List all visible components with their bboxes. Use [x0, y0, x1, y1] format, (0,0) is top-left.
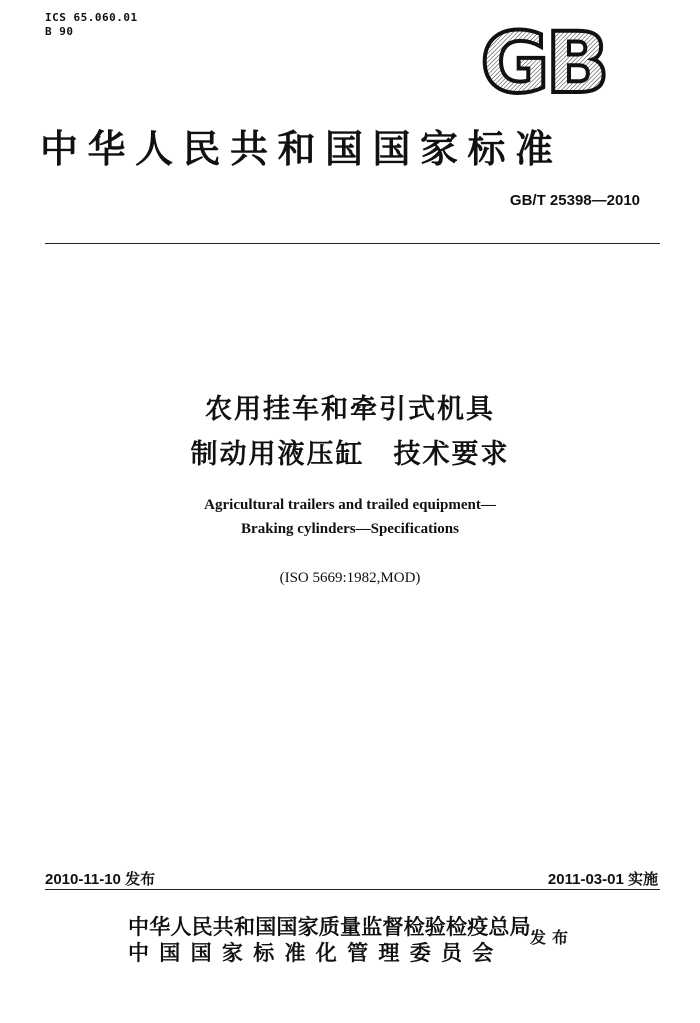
gb-logo-text: GB: [480, 22, 606, 98]
chinese-title-line-1: 农用挂车和牵引式机具: [205, 394, 495, 425]
ccs-code: B 90: [45, 25, 74, 38]
header-divider: [45, 243, 660, 244]
issuer-line-2: 中国国家标准化管理委员会: [128, 940, 504, 965]
footer-divider: [45, 889, 660, 890]
chinese-title-line-2: 制动用液压缸 技术要求: [190, 439, 510, 470]
gb-logo-icon: [468, 22, 618, 98]
standard-title: 中华人民共和国国家标准: [40, 126, 563, 171]
iso-reference: (ISO 5669:1982,MOD): [279, 570, 421, 586]
publish-date: 2010-11-10 发布: [45, 871, 156, 888]
issue-label: 发布: [530, 928, 575, 947]
issuer-line-1: 中华人民共和国国家质量监督检验检疫总局: [128, 914, 531, 939]
implement-date: 2011-03-01 实施: [547, 871, 658, 888]
english-title-line-2: Braking cylinders—Specifications: [241, 521, 459, 537]
standard-number: GB/T 25398—2010: [509, 192, 640, 209]
english-title-line-1: Agricultural trailers and trailed equipment—: [204, 497, 496, 513]
ics-code: ICS 65.060.01: [45, 11, 138, 24]
